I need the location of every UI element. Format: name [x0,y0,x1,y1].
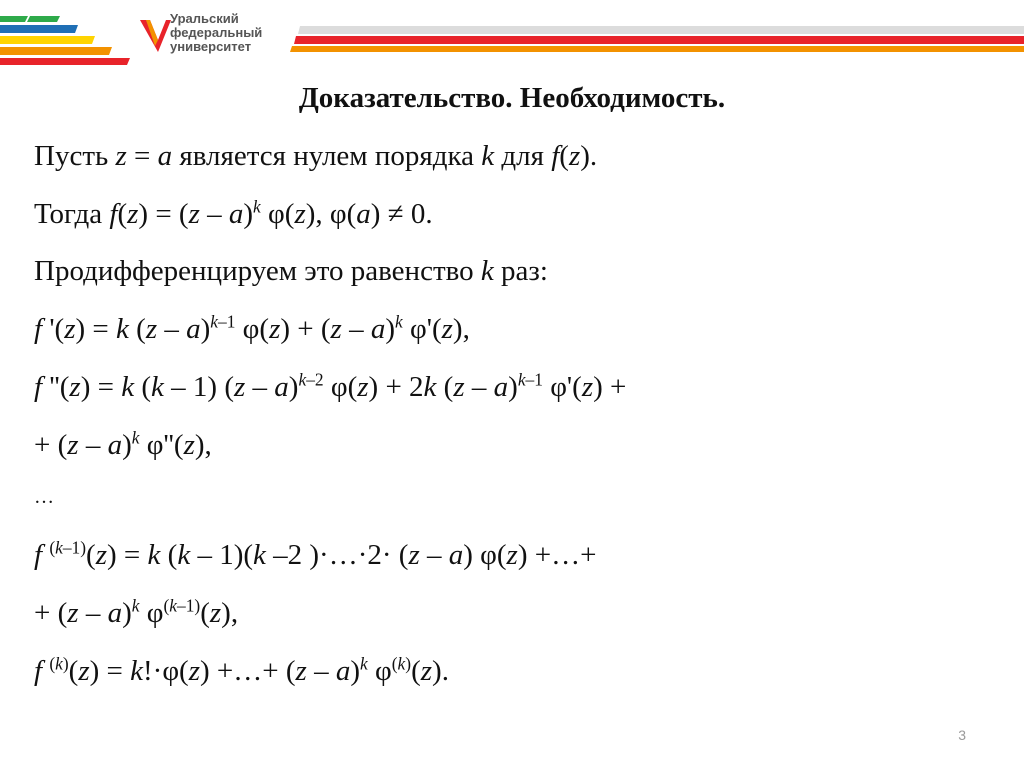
formula-line-6: f $^{(k)}$(z) = k!·φ(z) +…+ (z – a)$^k$ $\varphi^{(k)}(z)$. [34,653,449,687]
slide-header [0,0,1024,70]
logo-line-2: федеральный [170,25,263,40]
text-line-1: Пусть z = a является нулем порядка k для f(z). [34,140,598,172]
text-line-3: Продифференцируем это равенство k раз: [34,255,548,287]
slide-title: Доказательство. Необходимость. [298,82,726,114]
formula-line-3: + (z – a)$^k$ φ''(z), [34,427,212,461]
formula-line-5: + (z – a)$^k$ $\varphi^{(k-1)}(z)$, [34,595,239,629]
logo-line-3: университет [170,39,252,54]
page-number: 3 [958,727,966,743]
formula-line-1: f '(z) = k (z – a)$^{k-1}$ φ(z) + (z – a)$^k$ φ'(z), [34,311,470,345]
header-stripes [0,0,1024,70]
formula-line-2: f ''(z) = k (k – 1) (z – a)$^{k-2}$ φ(z) + 2k (z – a)$^{k-1}$ φ'(z) + [34,369,627,403]
university-logo-text [170,12,262,54]
formula-line-4: f $^{(k-1)}$(z) = k (k – 1)(k –2 )·…·2· (z – a) φ(z) +…+ [34,537,597,571]
logo-line-1: Уральский [170,11,239,26]
text-line-2: Тогда f(z) = (z – a)$^k$ φ(z), φ(a) ≠ 0. [34,196,433,230]
ellipsis-line: … [34,486,54,508]
